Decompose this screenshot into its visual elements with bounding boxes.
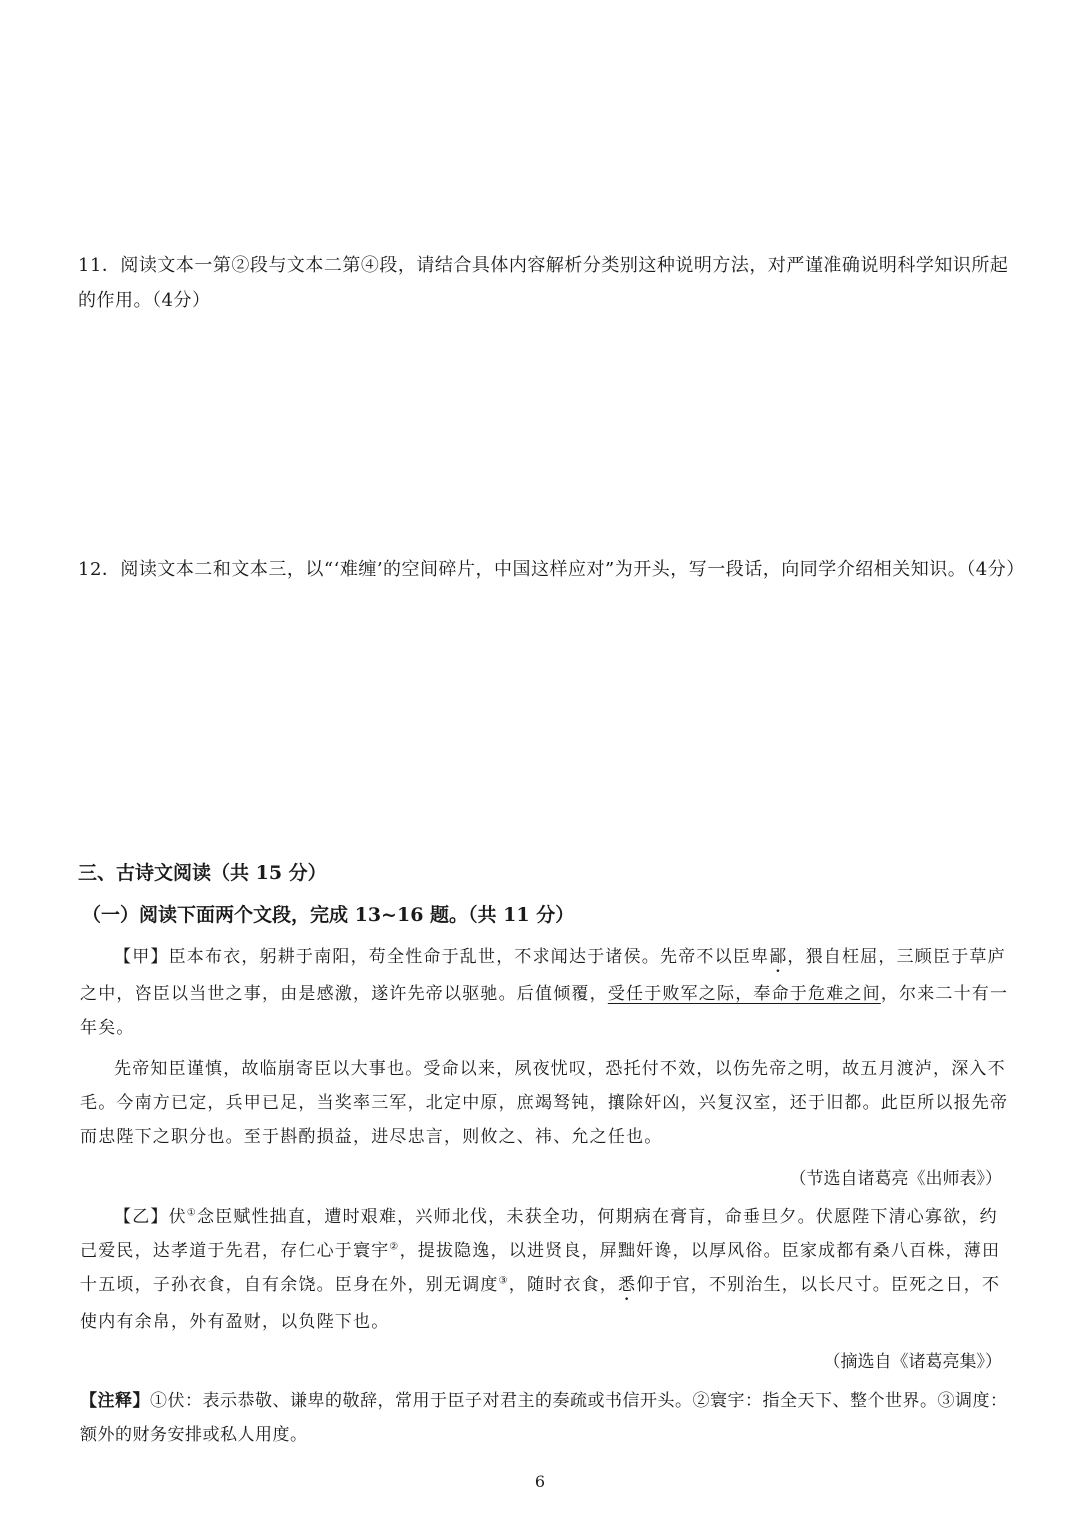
footnote-marker: ② xyxy=(389,1241,400,1253)
source-jia: （节选自诸葛亮《出师表》） xyxy=(789,1169,1002,1189)
passage-jia-paragraph-2: 先帝知臣谨慎，故临崩寄臣以大事也。受命以来，夙夜忧叹，恐托付不效，以伤先帝之明，故五月渡泸，深入不毛。今南方已定，兵甲已足，当奖率三军，北定中原，庶竭驽钝，攘除奸凶，兴复汉室，还于旧都。此臣所以报先帝而忠陛下之职分也。至于斟酌损益，进尽忠言，则攸之、祎、允之任也。 xyxy=(80,1059,1009,1147)
emphasis-dot-char: 悉 xyxy=(617,1275,637,1295)
section-title: 三、古诗文阅读（共 15 分） xyxy=(78,862,327,884)
passage-yi-text: 仰于官，不别治生，以长尺寸。臣死之日，不使内有余帛，外有盈财，以负陛下也。 xyxy=(80,1275,1001,1332)
passage-yi xyxy=(80,1200,1010,1339)
subsection-title: （一）阅读下面两个文段，完成 13~16 题。（共 11 分） xyxy=(82,904,575,926)
annotations-text: ①伏：表示恭敬、谦卑的敬辞，常用于臣子对君主的奏疏或书信开头。②寰宇：指全天下、整个世界。③调度：额外的财务安排或私人用度。 xyxy=(80,1391,1008,1445)
passage-jia-text: 【甲】臣本布衣，躬耕于南阳，苟全性命于乱世，不求闻达于诸侯。先帝不以臣卑 xyxy=(114,947,770,967)
question-12: 12．阅读文本二和文本三，以“‘难缠’的空间碎片，中国这样应对”为开头，写一段话，向同学介绍相关知识。（4分） xyxy=(78,559,1025,580)
passage-jia-text: ，猥自枉屈，三顾臣于草庐之中，咨臣以当世之事，由是感激，遂许先帝以驱驰。后值倾覆， xyxy=(80,947,1006,1004)
passage-yi-text: 【乙】伏 xyxy=(114,1207,187,1227)
annotations xyxy=(80,1384,1010,1452)
underlined-sentence: 受任于败军之际，奉命于危难之间 xyxy=(607,984,881,1004)
annotations-label: 【注释】 xyxy=(80,1391,150,1411)
source-yi: （摘选自《诸葛亮集》） xyxy=(823,1352,1002,1372)
passage-yi-text: ，提拔隐逸，以进贤良，屏黜奸谗，以厚风俗。臣家成都有桑八百株，薄田十五顷，子孙衣食，自有余饶。臣身在外，别无调度 xyxy=(80,1241,1001,1295)
passage-jia-paragraph-1 xyxy=(80,940,1010,1045)
emphasis-dot-char: 鄙 xyxy=(769,947,788,967)
footnote-marker: ① xyxy=(186,1207,197,1219)
question-11: 11．阅读文本一第②段与文本二第④段，请结合具体内容解析分类别这种说明方法，对严谨准确说明科学知识所起的作用。（4分） xyxy=(78,255,1009,311)
passage-yi-text: 念臣赋性拙直，遭时艰难，兴师北伐，未获全功，何期病在膏肓，命垂旦夕。伏愿陛下清心寡欲，约己爱民，达孝道于先君，存仁心于寰宇 xyxy=(80,1207,998,1261)
passage-yi-text: ，随时衣食， xyxy=(508,1275,618,1295)
page-number: 6 xyxy=(534,1472,546,1491)
footnote-marker: ③ xyxy=(498,1275,509,1287)
passage-jia-text: ，尔来二十有一年矣。 xyxy=(80,984,1009,1038)
